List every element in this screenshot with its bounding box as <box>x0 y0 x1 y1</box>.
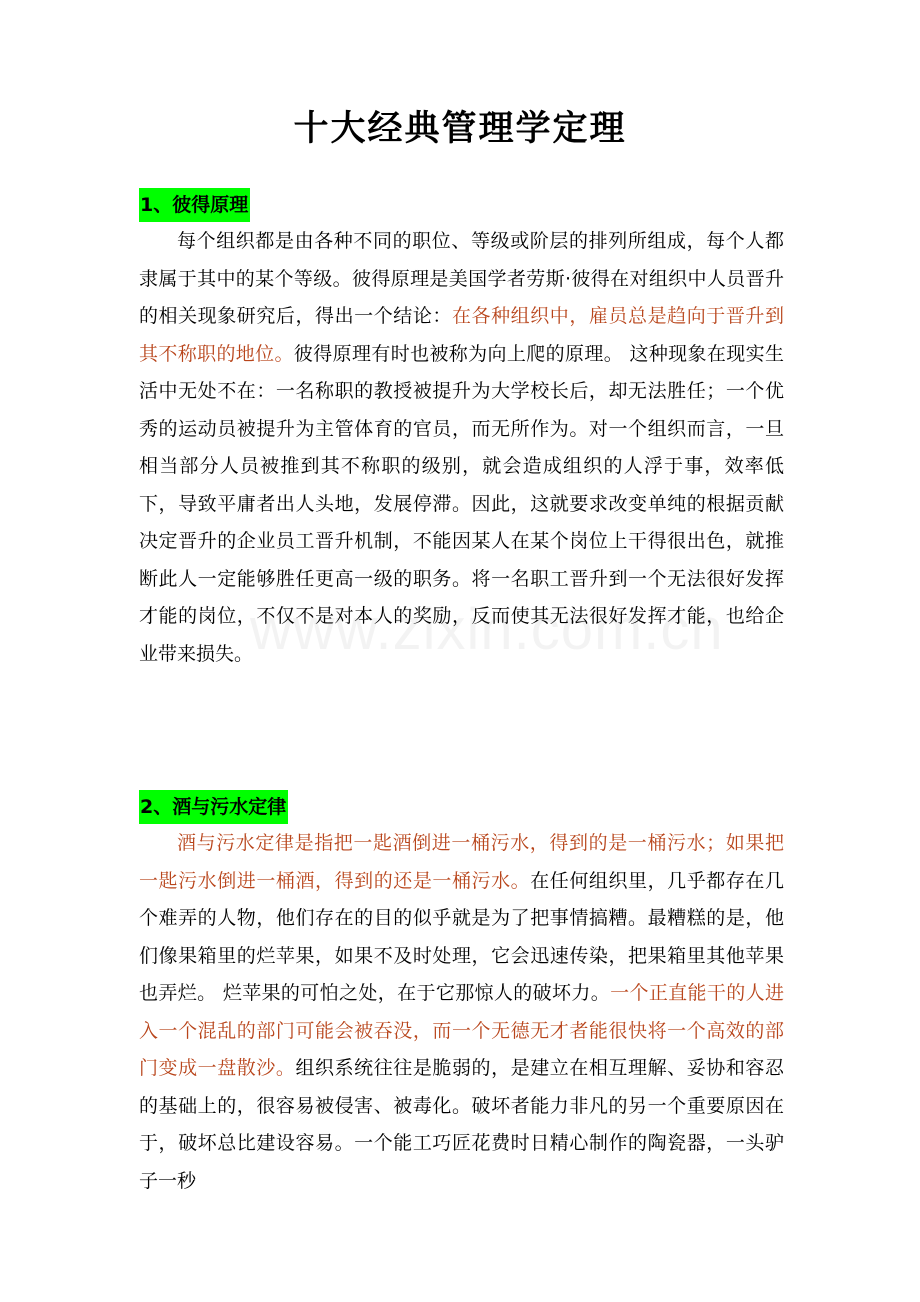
paragraph-text: 组织系统往往是脆弱的，是建立在相互理解、妥协和容忍的基础上的，很容易被侵害、被毒化。破坏者能力非凡的另一个重要原因在于，破坏总比建设容易。一个能工巧匠花费时日精心制作的陶瓷器，一头驴子一秒 <box>139 1057 784 1192</box>
section-heading-peter-principle: 1、彼得原理 <box>139 188 250 222</box>
paragraph-text: 每个组织都是由各种不同的职位、等级或阶层的排列所组成，每个人都隶属于其中的某个等级。彼得原理是美国学者劳斯·彼得在对组织中人员晋升的相关现象研究后，得出一个结论： <box>139 230 784 327</box>
page-title: 十大经典管理学定理 <box>293 109 627 149</box>
paragraph-emphasis: 酒与污水定律是指把一匙酒倒进一桶污水，得到的是一桶污水；如果把一匙污水倒进一桶酒，得到的还是一桶污水。 <box>139 832 784 892</box>
section-paragraph-wine-sewage-law <box>139 825 784 1200</box>
paragraph-emphasis: 在各种组织中，雇员总是趋向于晋升到其不称职的地位。 <box>139 305 784 365</box>
paragraph-text: 彼得原理有时也被称为向上爬的原理。 这种现象在现实生活中无处不在：一名称职的教授被提升为大学校长后，却无法胜任；一个优秀的运动员被提升为主管体育的官员，而无所作为。对一个组织而言，一旦相当部分人员被推到其不称职的级别，就会造成组织的人浮于事，效率低下，导致平庸者出人头地，发展停滞。因此，这就要求改变单纯的根据贡献决定晋升的企业员工晋升机制，不能因某人在某个岗位上干得很出色，就推断此人一定能够胜任更高一级的职务。将一名职工晋升到一个无法很好发挥才能的岗位，不仅不是对本人的奖励，反而使其无法很好发挥才能，也给企业带来损失。 <box>139 342 784 665</box>
paragraph-emphasis: 一个正直能干的人进入一个混乱的部门可能会被吞没，而一个无德无才者能很快将一个高效的部门变成一盘散沙。 <box>139 982 784 1079</box>
section-paragraph-peter-principle <box>139 223 784 673</box>
section-heading-wine-sewage-law: 2、酒与污水定律 <box>139 790 288 824</box>
paragraph-text: 在任何组织里，几乎都存在几个难弄的人物，他们存在的目的似乎就是为了把事情搞糟。最糟糕的是，他们像果箱里的烂苹果，如果不及时处理，它会迅速传染，把果箱里其他苹果也弄烂。 烂苹果的可怕之处，在于它那惊人的破坏力。 <box>139 869 784 1004</box>
